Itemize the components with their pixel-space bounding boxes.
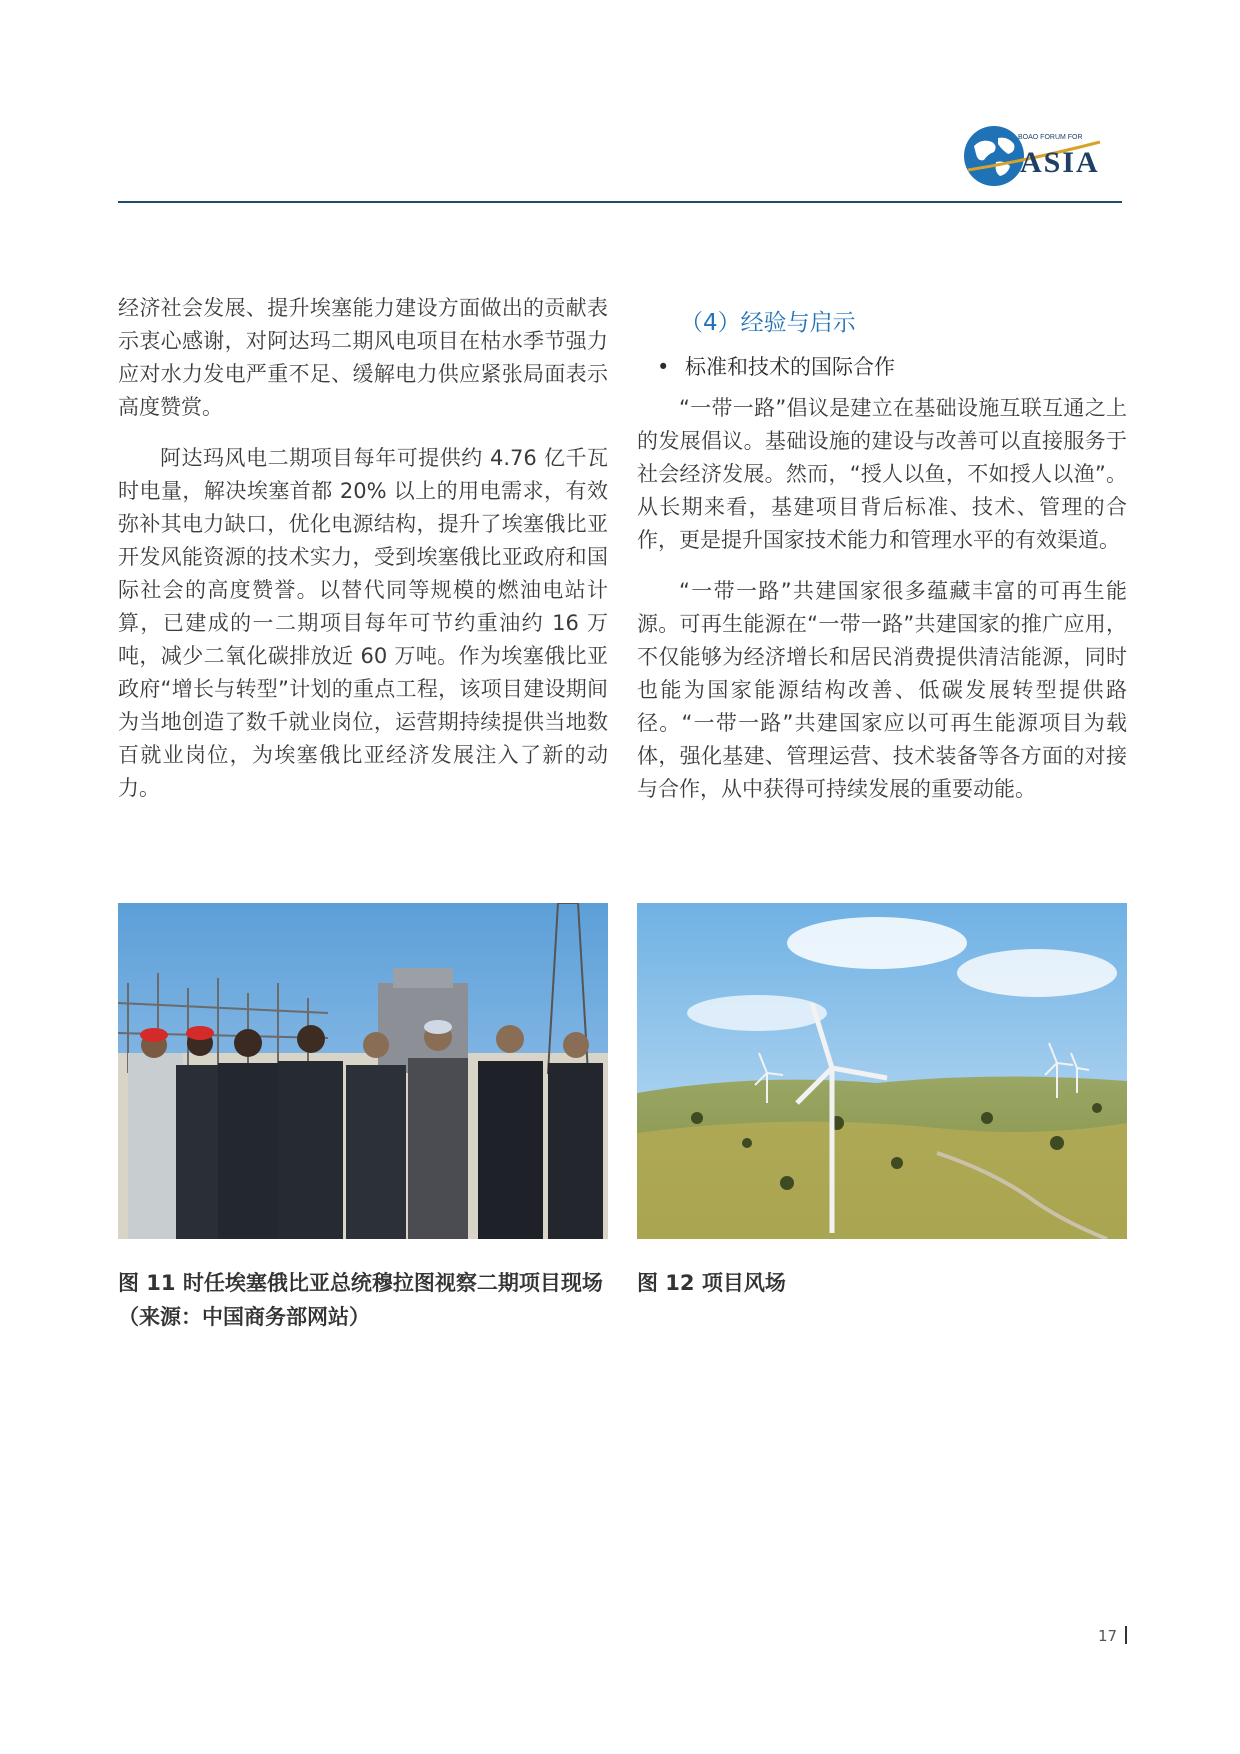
logo-top-text: BOAO FORUM FOR bbox=[1018, 134, 1083, 141]
section-heading: （4）经验与启示 bbox=[680, 310, 856, 336]
bullet-title: 标准和技术的国际合作 bbox=[685, 355, 895, 379]
left-column bbox=[118, 292, 608, 805]
figure-12-caption: 图 12 项目风场 bbox=[637, 1271, 786, 1295]
bullet-icon: • bbox=[657, 355, 670, 379]
logo-main-text: ASIA bbox=[1020, 146, 1100, 179]
figure-11-photo bbox=[118, 903, 608, 1239]
right-paragraph-2: “一带一路”共建国家很多蕴藏丰富的可再生能源。可再生能源在“一带一路”共建国家的推广应用，不仅能够为经济增长和居民消费提供清洁能源，同时也能为国家能源结构改善、低碳发展转型提供路径。“一带一路”共建国家应以可再生能源项目为载体，强化基建、管理运营、技术装备等各方面的对接与合作，从中获得可持续发展的重要动能。 bbox=[637, 579, 1127, 801]
left-paragraph-1: 经济社会发展、提升埃塞能力建设方面做出的贡献表示衷心感谢，对阿达玛二期风电项目在枯水季节强力应对水力发电严重不足、缓解电力供应紧张局面表示高度赞赏。 bbox=[118, 296, 608, 419]
figure-11-caption: 图 11 时任埃塞俄比亚总统穆拉图视察二期项目现场（来源：中国商务部网站） bbox=[118, 1271, 603, 1329]
page-number: 17 bbox=[1098, 1627, 1118, 1645]
bullet-item bbox=[657, 352, 1127, 382]
boao-forum-logo bbox=[960, 120, 1130, 192]
right-column bbox=[637, 292, 1127, 806]
figure-12-photo bbox=[637, 903, 1127, 1239]
header-rule bbox=[118, 201, 1122, 203]
left-paragraph-2: 阿达玛风电二期项目每年可提供约 4.76 亿千瓦时电量，解决埃塞首都 20% 以上的用电需求，有效弥补其电力缺口，优化电源结构，提升了埃塞俄比亚开发风能资源的技术实力，受到埃塞俄比亚政府和国际社会的高度赞誉。以替代同等规模的燃油电站计算，已建成的一二期项目每年可节约重油约 16 万吨，减少二氧化碳排放近 60 万吨。作为埃塞俄比亚政府“增长与转型”计划的重点工程，该项目建设期间为当地创造了数千就业岗位，运营期持续提供当地数百就业岗位，为埃塞俄比亚经济发展注入了新的动力。 bbox=[118, 446, 608, 800]
page-number-divider bbox=[1125, 1626, 1127, 1644]
right-paragraph-1: “一带一路”倡议是建立在基础设施互联互通之上的发展倡议。基础设施的建设与改善可以直接服务于社会经济发展。然而，“授人以鱼，不如授人以渔”。从长期来看，基建项目背后标准、技术、管理的合作，更是提升国家技术能力和管理水平的有效渠道。 bbox=[637, 396, 1127, 552]
